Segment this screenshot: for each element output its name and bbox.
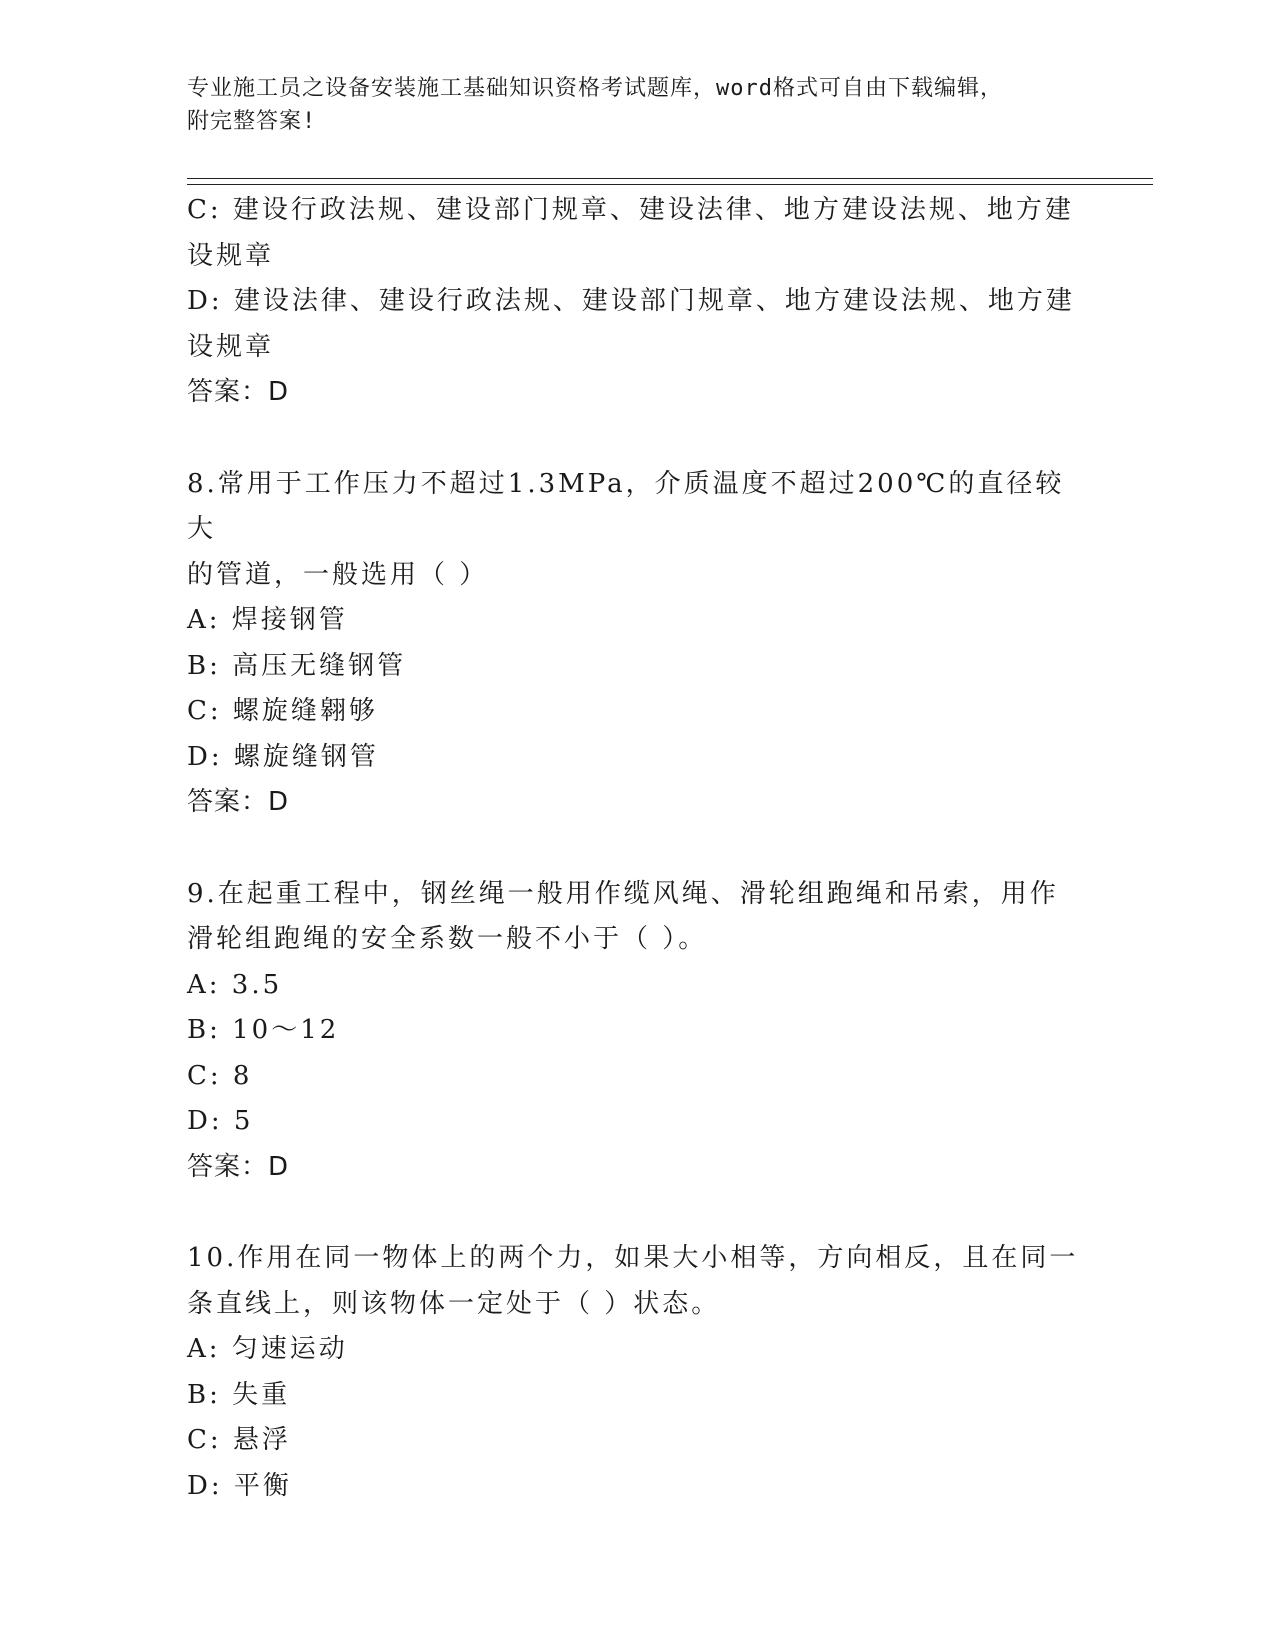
option-d: D: 5 (187, 1106, 254, 1136)
answer: 答案：D (187, 377, 290, 407)
option-d: D: 螺旋缝钢管 (187, 741, 379, 772)
document-header (187, 72, 1067, 138)
option-b: B: 高压无缝钢管 (187, 650, 407, 681)
option-a: A: 3.5 (187, 969, 283, 1000)
header-line-1: 专业施工员之设备安装施工基础知识资格考试题库，word格式可自由下载编辑， (187, 76, 1003, 101)
question-8 (187, 462, 1087, 826)
answer: 答案：D (187, 1151, 290, 1182)
question-content (187, 188, 1087, 1509)
option-a: A: 匀速运动 (187, 1334, 348, 1364)
header-line-2: 附完整答案! (187, 109, 317, 134)
question-stem-line-1: 9.在起重工程中，钢丝绳一般用作缆风绳、滑轮组跑绳和吊索，用作 (187, 878, 1059, 909)
question-stem-line-2: 滑轮组跑绳的安全系数一般不小于（ ）。 (187, 924, 708, 954)
option-d-line-2: 设规章 (187, 331, 275, 362)
question-stem-line-2: 的管道，一般选用（ ） (187, 559, 489, 590)
option-c: C: 螺旋缝翱够 (187, 696, 378, 726)
question-9 (187, 872, 1087, 1191)
prev-question (187, 188, 1087, 416)
option-d: D: 平衡 (187, 1470, 292, 1501)
question-stem-line-1: 8.常用于工作压力不超过1.3MPa，介质温度不超过200℃的直径较大 (187, 468, 1065, 544)
option-d-line-1: D: 建设法律、建设行政法规、建设部门规章、地方建设法规、地方建 (187, 286, 1075, 316)
question-10 (187, 1236, 1087, 1509)
answer: 答案：D (187, 787, 290, 817)
option-c: C: 8 (187, 1060, 253, 1091)
question-stem-line-1: 10.作用在同一物体上的两个力，如果大小相等，方向相反，且在同一 (187, 1243, 1079, 1273)
option-b: B: 失重 (187, 1379, 291, 1410)
option-a: A: 焊接钢管 (187, 605, 348, 635)
option-c-line-2: 设规章 (187, 240, 275, 271)
header-divider-top (187, 178, 1153, 179)
question-stem-line-2: 条直线上，则该物体一定处于（ ）状态。 (187, 1288, 721, 1319)
option-c-line-1: C: 建设行政法规、建设部门规章、建设法律、地方建设法规、地方建 (187, 195, 1074, 225)
option-b: B: 10～12 (187, 1015, 340, 1045)
header-divider-bottom (187, 184, 1153, 185)
option-c: C: 悬浮 (187, 1425, 291, 1455)
